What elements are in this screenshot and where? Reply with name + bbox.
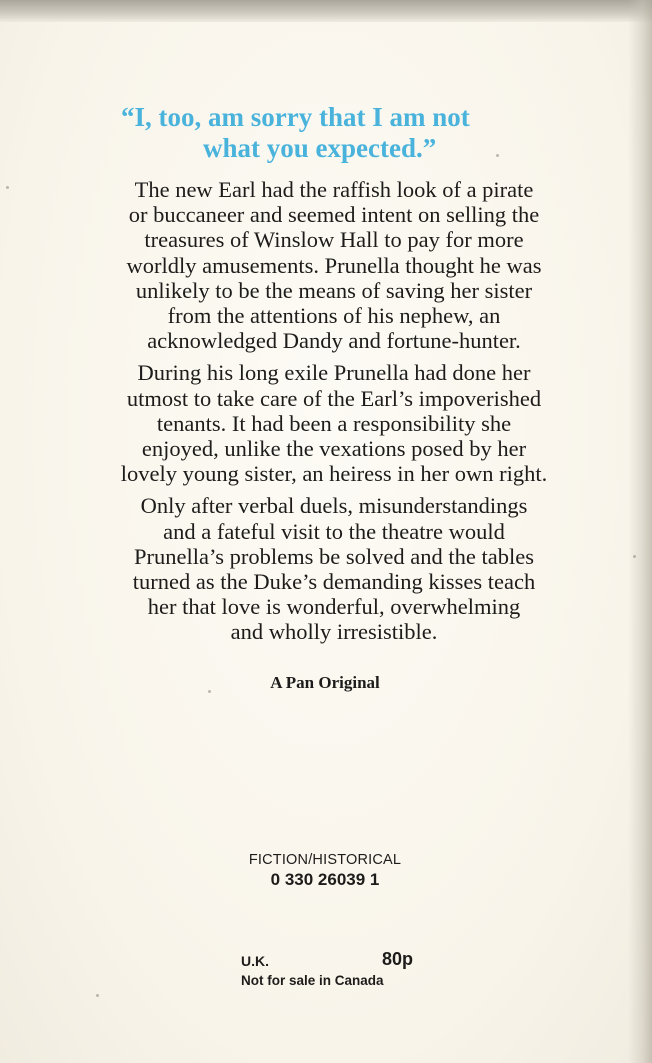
blurb-line: and a fateful visit to the theatre would bbox=[163, 518, 505, 544]
blurb-paragraph-3 bbox=[54, 493, 614, 644]
blurb-line: tenants. It had been a responsibility she bbox=[156, 410, 512, 436]
price-row bbox=[241, 949, 413, 971]
publisher-imprint: A Pan Original bbox=[270, 673, 380, 692]
blurb-line: Prunella’s problems be solved and the tables bbox=[134, 543, 534, 569]
pull-quote bbox=[100, 102, 570, 164]
blurb-line: and wholly irresistible. bbox=[230, 619, 438, 645]
blurb-line: or buccaneer and seemed intent on selling the bbox=[128, 202, 540, 228]
blurb-line: treasures of Winslow Hall to pay for more bbox=[144, 227, 524, 253]
blurb-line: turned as the Duke’s demanding kisses teach bbox=[132, 569, 536, 595]
blurb-line: enjoyed, unlike the vexations posed by her bbox=[141, 436, 527, 462]
blurb bbox=[54, 177, 614, 652]
cover-spine-shadow bbox=[628, 0, 652, 1063]
blurb-line: from the attentions of his nephew, an bbox=[167, 303, 501, 329]
blurb-paragraph-2 bbox=[54, 360, 614, 486]
genre-category: FICTION/HISTORICAL bbox=[248, 852, 402, 868]
paper-speck bbox=[96, 994, 99, 997]
blurb-line: The new Earl had the raffish look of a pirate bbox=[134, 177, 534, 202]
blurb-line: During his long exile Prunella had done her bbox=[137, 360, 531, 386]
paper-speck bbox=[496, 154, 499, 157]
blurb-line: unlikely to be the means of saving her sister bbox=[135, 277, 533, 303]
blurb-paragraph-1 bbox=[54, 177, 614, 353]
blurb-line: worldly amusements. Prunella thought he was bbox=[126, 252, 542, 278]
blurb-line: her that love is wonderful, overwhelming bbox=[147, 594, 521, 620]
isbn-number: 0 330 26039 1 bbox=[270, 870, 380, 889]
paper-speck bbox=[6, 186, 9, 189]
blurb-line: lovely young sister, an heiress in her own right. bbox=[120, 461, 548, 487]
blurb-line: utmost to take care of the Earl’s impoverished bbox=[126, 385, 542, 411]
pull-quote-line-2: what you expected.” bbox=[203, 133, 437, 163]
sale-restriction: Not for sale in Canada bbox=[241, 973, 384, 988]
paper-speck bbox=[208, 690, 211, 693]
blurb-line: acknowledged Dandy and fortune-hunter. bbox=[147, 328, 521, 354]
pull-quote-line-1: “I, too, am sorry that I am not bbox=[121, 102, 470, 132]
cover-top-edge bbox=[0, 0, 652, 22]
paper-speck bbox=[633, 555, 636, 558]
market-label: U.K. bbox=[241, 953, 269, 969]
price-label: 80p bbox=[381, 949, 413, 969]
blurb-line: Only after verbal duels, misunderstandings bbox=[140, 493, 528, 519]
